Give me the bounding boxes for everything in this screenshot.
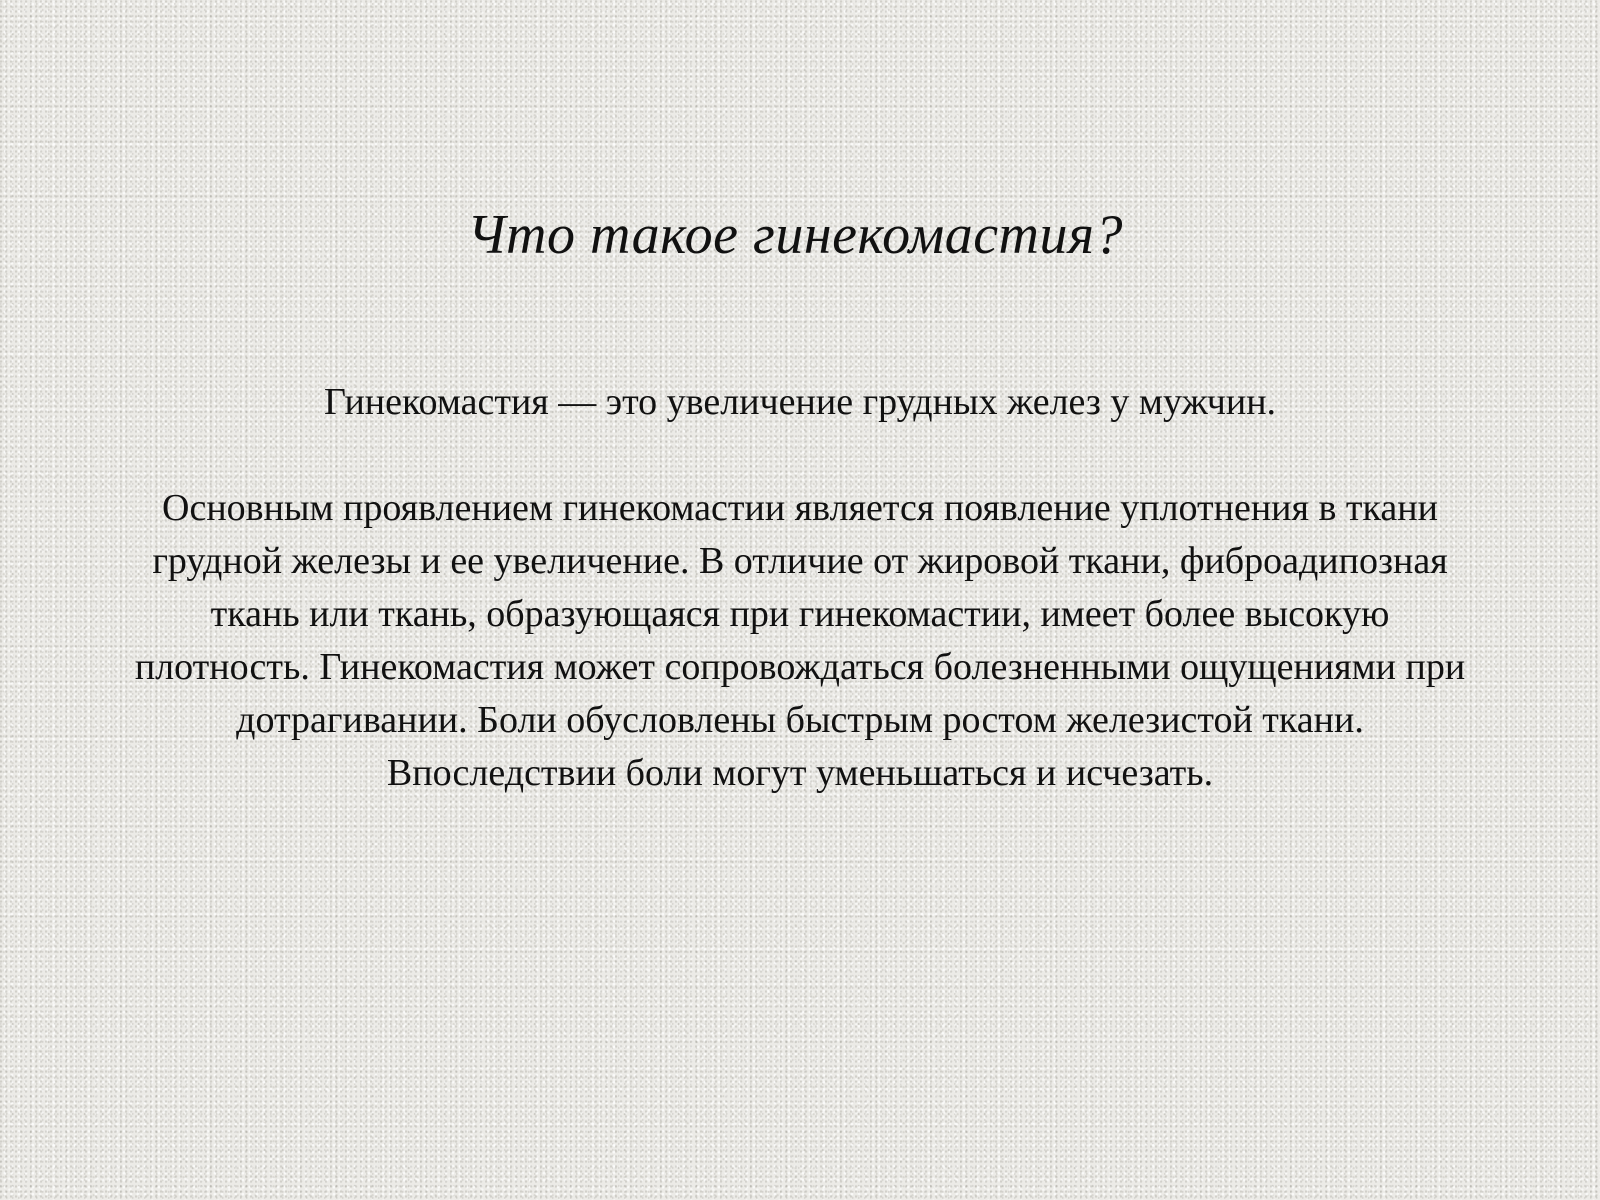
- slide-body: [120, 376, 1480, 800]
- slide-title: Что такое гинекомастия?: [466, 204, 1124, 266]
- definition-paragraph: Гинекомастия — это увеличение грудных желез у мужчин.: [323, 381, 1277, 423]
- description-paragraph: Основным проявлением гинекомастии является появление уплотнения в ткани грудной железы и ее увеличение. В отличие от жировой ткани, фиброадипозная ткань или ткань, образующаяся при гинекомастии, имеет более высокую плотность. Гинекомастия может сопровождаться болезненными ощущениями при дотрагивании. Боли обусловлены быстрым ростом железистой ткани. Впоследствии боли могут уменьшаться и исчезать.: [134, 487, 1466, 794]
